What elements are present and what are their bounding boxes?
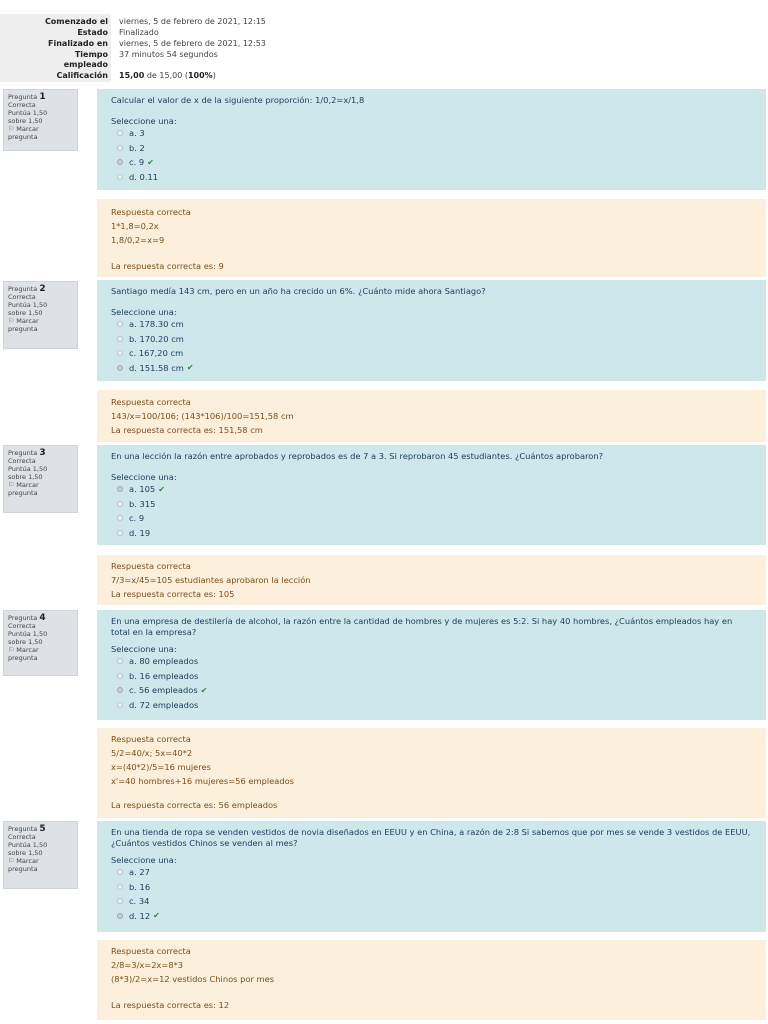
answer-option[interactable] <box>111 865 752 880</box>
answer-option[interactable] <box>111 698 752 713</box>
answer-option[interactable] <box>111 482 752 497</box>
option-label: a. 3 <box>129 128 145 139</box>
radio-button[interactable] <box>117 869 123 875</box>
option-label: b. 2 <box>129 142 145 153</box>
summary-label-started: Comenzado el <box>44 17 108 26</box>
select-one-label: Seleccione una: <box>111 472 177 482</box>
feedback-line: 143/x=100/106; (143*106)/100=151,58 cm <box>111 411 294 421</box>
flag-label: Marcar <box>16 857 39 865</box>
option-label: b. 16 empleados <box>129 670 199 681</box>
radio-button-selected[interactable] <box>117 159 123 165</box>
feedback-title: Respuesta correcta <box>111 561 191 571</box>
option-label: d. 19 <box>129 527 151 538</box>
option-label: b. 170.20 cm <box>129 333 184 344</box>
radio-button-selected[interactable] <box>117 365 123 371</box>
question-content-4 <box>97 610 766 720</box>
option-label: b. 315 <box>129 498 156 509</box>
feedback-line: (8*3)/2=x=12 vestidos Chinos por mes <box>111 974 275 984</box>
question-points-line2: sobre 1,50 <box>8 309 43 317</box>
flag-icon: ⚐ <box>8 125 15 133</box>
question-status: Correcta <box>8 293 36 301</box>
checkmark-icon: ✔ <box>147 157 154 167</box>
question-text: En una tienda de ropa se venden vestidos de novia diseñados en EEUU y en China, a razón de 2:8 Si sabemos que por mes se vende 3 vestidos de EEUU, ¿Cuántos vestidos Chinos se venden al mes? <box>111 827 751 848</box>
feedback-line: x'=40 hombres+16 mujeres=56 empleados <box>111 776 294 786</box>
question-number-label: Pregunta 3 <box>8 448 46 458</box>
feedback-1 <box>97 199 766 277</box>
option-label: c. 9 <box>129 513 145 524</box>
select-one-label: Seleccione una: <box>111 116 177 126</box>
feedback-4 <box>97 728 766 818</box>
feedback-2 <box>97 390 766 442</box>
question-info-4 <box>3 610 78 676</box>
question-points-line1: Puntúa 1,50 <box>8 465 48 473</box>
question-number-label: Pregunta 1 <box>8 92 46 102</box>
feedback-title: Respuesta correcta <box>111 946 191 956</box>
question-info-2 <box>3 281 78 349</box>
radio-button[interactable] <box>117 336 123 342</box>
answer-option[interactable] <box>111 511 752 526</box>
feedback-title: Respuesta correcta <box>111 397 191 407</box>
radio-button[interactable] <box>117 702 123 708</box>
radio-button-selected[interactable] <box>117 687 123 693</box>
radio-button-selected[interactable] <box>117 913 123 919</box>
flag-label: Marcar <box>16 317 39 325</box>
feedback-title: Respuesta correcta <box>111 207 191 217</box>
flag-question-link[interactable] <box>8 857 73 865</box>
feedback-answer: La respuesta correcta es: 56 empleados <box>111 800 278 810</box>
option-label: b. 16 <box>129 881 151 892</box>
answer-option[interactable] <box>111 880 752 895</box>
checkmark-icon: ✔ <box>200 685 208 695</box>
radio-button[interactable] <box>117 145 123 151</box>
feedback-3 <box>97 555 766 605</box>
flag-icon: ⚐ <box>8 646 15 654</box>
summary-value-grade: 15,00 de 15,00 (100%) <box>119 71 216 80</box>
question-status: Correcta <box>8 457 36 465</box>
answer-option[interactable] <box>111 683 752 698</box>
flag-question-link[interactable] <box>8 125 73 133</box>
question-text: Santiago medía 143 cm, pero en un año ha crecido un 6%. ¿Cuánto mide ahora Santiago? <box>111 286 486 296</box>
select-one-label: Seleccione una: <box>111 644 177 654</box>
checkmark-icon: ✔ <box>158 484 165 494</box>
radio-button[interactable] <box>117 658 123 664</box>
question-content-1 <box>97 89 766 190</box>
summary-label-time-line1: Tiempo <box>74 50 108 59</box>
flag-label: Marcar <box>16 646 39 654</box>
radio-button[interactable] <box>117 174 123 180</box>
answer-option[interactable] <box>111 654 752 669</box>
question-info-3 <box>3 445 78 513</box>
question-content-3 <box>97 445 766 545</box>
flag-label-line2: pregunta <box>8 654 38 662</box>
option-label: c. 167,20 cm <box>129 348 184 359</box>
question-points-line1: Puntúa 1,50 <box>8 841 48 849</box>
radio-button[interactable] <box>117 673 123 679</box>
summary-value-time: 37 minutos 54 segundos <box>119 50 218 59</box>
feedback-line: x=(40*2)/5=16 mujeres <box>111 762 211 772</box>
summary-label-time-line2: empleado <box>63 60 108 69</box>
summary-value-started: viernes, 5 de febrero de 2021, 12:15 <box>119 17 266 26</box>
answer-option[interactable] <box>111 141 752 156</box>
option-label: d. 12 <box>129 910 151 921</box>
flag-icon: ⚐ <box>8 317 15 325</box>
select-one-label: Seleccione una: <box>111 855 177 865</box>
radio-button[interactable] <box>117 321 123 327</box>
flag-icon: ⚐ <box>8 857 15 865</box>
select-one-label: Seleccione una: <box>111 307 177 317</box>
answer-option[interactable] <box>111 894 752 909</box>
option-label: d. 72 empleados <box>129 699 199 710</box>
question-status: Correcta <box>8 622 36 630</box>
question-info-5 <box>3 821 78 889</box>
answer-option[interactable] <box>111 126 752 141</box>
flag-label-line2: pregunta <box>8 489 38 497</box>
answer-option[interactable] <box>111 346 752 361</box>
question-number-label: Pregunta 5 <box>8 824 46 834</box>
question-status: Correcta <box>8 833 36 841</box>
radio-button-selected[interactable] <box>117 486 123 492</box>
radio-button[interactable] <box>117 350 123 356</box>
radio-button[interactable] <box>117 501 123 507</box>
question-points-line2: sobre 1,50 <box>8 117 43 125</box>
feedback-line: 1,8/0,2=x=9 <box>111 235 165 245</box>
flag-question-link[interactable] <box>8 317 73 325</box>
option-label: a. 105 <box>129 484 156 495</box>
checkmark-icon: ✔ <box>186 363 194 373</box>
question-points-line1: Puntúa 1,50 <box>8 301 48 309</box>
flag-icon: ⚐ <box>8 481 15 489</box>
answer-option[interactable] <box>111 361 752 376</box>
question-text: En una lección la razón entre aprobados y reprobados es de 7 a 3. Si reprobaron 45 estudiantes. ¿Cuántos aprobaron? <box>111 451 604 461</box>
option-label: a. 27 <box>129 867 150 878</box>
answer-option[interactable] <box>111 669 752 684</box>
summary-value-state: Finalizado <box>119 28 159 37</box>
radio-button[interactable] <box>117 898 123 904</box>
question-info-1 <box>3 89 78 151</box>
option-label: d. 151.58 cm <box>129 362 184 373</box>
flag-label: Marcar <box>16 125 39 133</box>
feedback-line: 1*1,8=0,2x <box>111 221 159 231</box>
feedback-5 <box>97 940 766 1020</box>
question-content-2 <box>97 280 766 381</box>
flag-label-line2: pregunta <box>8 133 38 141</box>
flag-label-line2: pregunta <box>8 865 38 873</box>
answer-option[interactable] <box>111 155 752 170</box>
question-content-5 <box>97 821 766 932</box>
option-label: a. 80 empleados <box>129 656 199 667</box>
answer-option[interactable] <box>111 497 752 512</box>
summary-label-state: Estado <box>77 28 108 37</box>
flag-label-line2: pregunta <box>8 325 38 333</box>
option-label: c. 9 <box>129 157 145 168</box>
answer-option[interactable] <box>111 317 752 332</box>
radio-button[interactable] <box>117 530 123 536</box>
radio-button[interactable] <box>117 130 123 136</box>
feedback-answer: La respuesta correcta es: 105 <box>111 589 235 599</box>
option-label: c. 34 <box>129 896 150 907</box>
question-points-line2: sobre 1,50 <box>8 638 43 646</box>
feedback-answer: La respuesta correcta es: 12 <box>111 1000 230 1010</box>
feedback-line: 2/8=3/x=2x=8*3 <box>111 960 184 970</box>
radio-button[interactable] <box>117 515 123 521</box>
question-points-line2: sobre 1,50 <box>8 473 43 481</box>
question-points-line2: sobre 1,50 <box>8 849 43 857</box>
feedback-line: 5/2=40/x; 5x=40*2 <box>111 748 193 758</box>
answer-option[interactable] <box>111 170 752 185</box>
question-points-line1: Puntúa 1,50 <box>8 109 48 117</box>
question-number-label: Pregunta 4 <box>8 613 46 623</box>
flag-question-link[interactable] <box>8 481 73 489</box>
feedback-title: Respuesta correcta <box>111 734 191 744</box>
summary-label-finished: Finalizado en <box>48 39 108 48</box>
question-number-label: Pregunta 2 <box>8 284 46 294</box>
question-text: Calcular el valor de x de la siguiente proporción: 1/0,2=x/1,8 <box>111 95 365 105</box>
feedback-answer: La respuesta correcta es: 9 <box>111 261 224 271</box>
answer-option[interactable] <box>111 332 752 347</box>
feedback-line: 7/3=x/45=105 estudiantes aprobaron la lección <box>111 575 311 585</box>
feedback-answer: La respuesta correcta es: 151,58 cm <box>111 425 263 435</box>
option-label: c. 56 empleados <box>129 685 198 696</box>
answer-option[interactable] <box>111 909 752 924</box>
summary-value-finished: viernes, 5 de febrero de 2021, 12:53 <box>119 39 266 48</box>
question-status: Correcta <box>8 101 36 109</box>
flag-question-link[interactable] <box>8 646 73 654</box>
option-label: d. 0.11 <box>129 171 159 182</box>
checkmark-icon: ✔ <box>153 911 160 921</box>
question-text: En una empresa de destilería de alcohol, la razón entre la cantidad de hombres y de mujeres es 5:2. Si hay 40 hombres, ¿Cuántos empleados hay en total en la empresa? <box>111 616 733 637</box>
answer-option[interactable] <box>111 526 752 541</box>
radio-button[interactable] <box>117 884 123 890</box>
question-points-line1: Puntúa 1,50 <box>8 630 48 638</box>
summary-label-grade: Calificación <box>56 71 108 80</box>
option-label: a. 178.30 cm <box>129 319 184 330</box>
flag-label: Marcar <box>16 481 39 489</box>
